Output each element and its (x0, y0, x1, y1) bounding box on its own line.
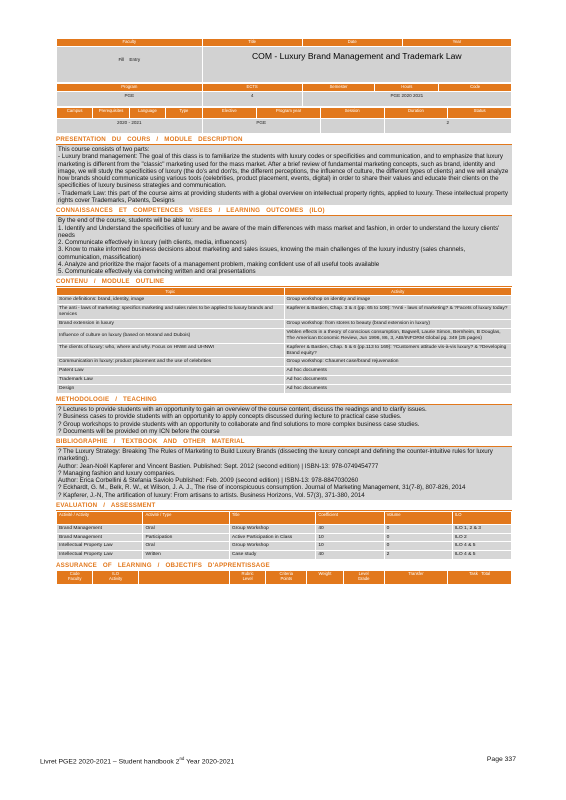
bibliography-line: Author: Erica Corbellini & Stefania Saviolo Published: Feb. 2009 (second edition) | ISBN-13: 978-8847030260 (58, 477, 359, 485)
presentation-text (56, 145, 512, 205)
outline-topic: Communication in luxury: product placement and the use of celebrities (57, 358, 285, 367)
info-header: Date (302, 39, 402, 47)
assurance-header-text: Level (358, 570, 369, 576)
outcome-line: 2. Communicate effectively in luxury (with clients, media, influencers) (58, 239, 247, 246)
eval-header: ILO (452, 512, 511, 525)
info-header: Faculty (57, 39, 203, 47)
eval-ilo: ILO 4 & 5 (452, 542, 511, 551)
eval-type: Oral (143, 542, 229, 551)
methodology-text (56, 405, 512, 436)
eval-coefficient: 10 (316, 542, 384, 551)
eval-type: Oral (143, 525, 229, 534)
info-header: Year (402, 39, 511, 47)
eval-header: Title (229, 512, 315, 525)
info-header: Elective (202, 108, 257, 119)
assurance-header: Transfer (384, 570, 448, 584)
eval-title: Group Workshop (229, 525, 315, 534)
outline-activity: Ad hoc documents (284, 376, 512, 385)
assurance-header (266, 570, 307, 584)
eval-type: Participation (143, 533, 229, 542)
bibliography-line: ? Eckhardt, G. M., Belk, R. W., et Wilson, J. A. J., The rise of inconspicuous consumption. Journal of Marketing Management, 31(7-8), 807-826, 2014 (58, 484, 466, 492)
assurance-header (93, 570, 139, 584)
eval-activity: Intellectual Property Law (57, 542, 143, 551)
outline-topic: Patent Law (57, 367, 285, 376)
learning-outcomes-text (56, 216, 512, 276)
course-info-table-3 (56, 107, 512, 134)
eval-title: Group Workshop (229, 542, 315, 551)
eval-coefficient: 40 (316, 525, 384, 534)
info-value: PGE (57, 92, 203, 107)
info-header: Duration (384, 108, 448, 119)
assurance-sub-text: Activity (109, 575, 123, 581)
assurance-header-text: Rubric (241, 570, 254, 576)
assurance-heading: ASSURANCE OF LEARNING / OBJECTIFS D'APPRENTISSAGE (56, 561, 270, 569)
course-info-table (56, 38, 512, 83)
eval-title: Case study (229, 550, 315, 559)
table-row (57, 343, 512, 358)
info-header: Language (129, 108, 165, 119)
eval-ilo: ILO 1, 2 & 3 (452, 525, 511, 534)
eval-volume: 0 (384, 525, 452, 534)
bibliography-text (56, 447, 512, 500)
table-row (57, 305, 512, 320)
info-value: Entry (129, 57, 141, 62)
outline-topic: Influence of culture on luxury (based on Morand and Dubois) (57, 328, 285, 343)
info-value: 2020 - 2021 (57, 119, 203, 134)
info-header: Prerequisites (93, 108, 129, 119)
bibliography-heading: BIBLIOGRAPHIE / TEXTBOOK AND OTHER MATERIAL (56, 438, 512, 447)
presentation-heading: PRESENTATION DU COURS / MODULE DESCRIPTION (56, 136, 512, 145)
assurance-header (138, 570, 229, 584)
info-header: ECTS (202, 84, 302, 92)
table-row (57, 358, 512, 367)
outline-topic: The clients of luxury: who, where and why. Focus on HNWI and UHNWI (57, 343, 285, 358)
assurance-header-text: ILO (112, 570, 120, 576)
info-header: Program year (257, 108, 321, 119)
outline-heading: CONTENU / MODULE OUTLINE (56, 278, 512, 287)
table-row (57, 385, 512, 394)
eval-header: Coefficient (316, 512, 384, 525)
outline-topic: Trademark Law (57, 376, 285, 385)
methodology-line: ? Lectures to provide students with an opportunity to gain an overview of the course content, discuss the readings and to clarify issues. (58, 406, 427, 414)
presentation-line: - Trademark Law: this part of the course aims at providing students with a global overview on intellectual property rights, applied to luxury. These intellectual property rights cover Trademarks, Patents, Designs (58, 189, 508, 204)
info-value: 2 (384, 119, 511, 134)
outline-activity: Ad hoc documents (284, 367, 512, 376)
eval-ilo: ILO 2 (452, 533, 511, 542)
table-row (57, 367, 512, 376)
outline-activity: Group workshop on identity and image (284, 296, 512, 305)
outline-activity: Group workshop: Chaumet case/brand rejuvenation (284, 358, 512, 367)
outline-activity: Veblen effects in a theory of conscious consumption, Bagwell, Laurie Simon, Bernheim, B Douglas, The American Economic Review, Jun 1996, 86, 3, ABI/INFORM Global pg. 349 (25 pages) (284, 328, 512, 343)
outcome-line: 4. Analyze and prioritize the major facets of a management problem, making confident use of all useful tools available (58, 260, 380, 268)
course-info-table-2 (56, 83, 512, 107)
info-header: Semester (302, 84, 375, 92)
table-row (57, 533, 512, 542)
methodology-line: ? Group workshops to provide students with an opportunity to collaborate and find solutions to more complex business case studies. (58, 420, 420, 428)
presentation-line: This course consists of two parts: (58, 146, 150, 154)
bibliography-line: Author: Jean-Noël Kapferer and Vincent Bastien. Published: Sept. 2012 (second edition) | ISBN-13: 978-0749454777 (58, 462, 379, 470)
assurance-header-text: Total (481, 570, 491, 576)
assurance-sub-text: Grade (357, 575, 370, 581)
course-title: COM - Luxury Brand Management and Trademark Law (202, 47, 511, 83)
eval-activity: Brand Management (57, 525, 143, 534)
eval-coefficient: 10 (316, 533, 384, 542)
info-header: Program (57, 84, 203, 92)
info-value (320, 119, 384, 134)
bibliography-line: ? The Luxury Strategy: Breaking The Rules of Marketing to Build Luxury Brands (dissecting the luxury concept and defining the counter-intuitive rules for luxury marketing). (58, 448, 493, 463)
outline-activity: Group workshop: from stores to beauty (brand extension in luxury) (284, 320, 512, 329)
assurance-sub-text: Level (242, 575, 253, 581)
table-row (57, 376, 512, 385)
info-value: Fill (118, 57, 125, 62)
assurance-header-text: Code (69, 570, 80, 576)
methodology-heading: METHODOLOGIE / TEACHING (56, 396, 512, 405)
outline-topic: The anti - laws of marketing: specifics marketing and sales rules to be applied to luxury brands and services (57, 305, 285, 320)
info-header: Status (448, 108, 512, 119)
course-sheet (56, 38, 512, 585)
table-row (57, 550, 512, 559)
table-row (57, 320, 512, 329)
footer-ordinal: nd (179, 756, 185, 761)
info-header: Code (439, 84, 512, 92)
methodology-line: ? Documents will be provided on my ICN before the course (58, 427, 220, 435)
eval-header: Activité / Type (143, 512, 229, 525)
info-value: PGE (202, 119, 320, 134)
eval-activity: Intellectual Property Law (57, 550, 143, 559)
info-header: Type (166, 108, 202, 119)
table-row (57, 542, 512, 551)
footer-handbook-year: Year 2020-2021 (184, 758, 235, 766)
info-header: Campus (57, 108, 93, 119)
outline-activity: Ad hoc documents (284, 385, 512, 394)
assurance-header (448, 570, 512, 584)
info-header: Title (202, 39, 302, 47)
methodology-line: ? Business cases to provide students with an opportunity to apply concepts discussed during lecture to practical case studies. (58, 413, 402, 421)
footer-handbook-label (40, 756, 234, 766)
bibliography-line: ? Managing fashion and luxury companies. (58, 469, 176, 477)
info-header: Session (320, 108, 384, 119)
table-row (57, 525, 512, 534)
assurance-header (229, 570, 265, 584)
table-row (57, 328, 512, 343)
eval-volume: 0 (384, 542, 452, 551)
eval-activity: Brand Management (57, 533, 143, 542)
table-row (57, 296, 512, 305)
outline-topic: Brand extension in luxury (57, 320, 285, 329)
outline-activity: Kapferer & Bastien, Chap. 5 & 6 (pp.113 to 169): ?Customers attitude vis-à-vis luxury? & ?Developing Brand equity? (284, 343, 512, 358)
outline-table (56, 287, 512, 394)
eval-coefficient: 40 (316, 550, 384, 559)
outline-topic: Some definitions: brand, identity, image (57, 296, 285, 305)
assurance-sub-text: Faculty (67, 575, 82, 581)
assurance-header (343, 570, 384, 584)
page-footer (40, 756, 516, 766)
eval-volume: 2 (384, 550, 452, 559)
bibliography-line: ? Kapferer, J.-N, The artification of luxury: From artisans to artists. Business Horizons, Vol. 57(3), 371-380, 2014 (58, 491, 365, 499)
eval-volume: 0 (384, 533, 452, 542)
outline-header: Topic (57, 288, 285, 296)
outcome-line: 3. Know to make informed business decisions about marketing and sales issues, knowing the main challenges of the luxury industry (sales channels, communication, massification) (58, 246, 466, 261)
presentation-line: - Luxury brand management: The goal of this class is to familiarize the students with luxury codes or specificities and communication, and to emphasize that luxury marketing is different from the "classic" marketing used for the mass market. After a brief review of fundamental marketing concepts, such as brand, identity and image, we will study the specificities of luxury (the do's and don'ts, the different perceptions, the influence of culture, the different types of clients) and we will analyze how brands should communicate using various tools (celebrities, product placement, events, digital) in order to share their values and educate their clients on the specificities of luxury business strategies and communication. (58, 153, 509, 190)
outcome-line: 1. Identify and Understand the specificities of luxury and be aware of the main differences with mass market and fashion, in order to understand the luxury clients' needs (58, 224, 500, 239)
eval-type: Written (143, 550, 229, 559)
info-header: Hours (375, 84, 439, 92)
outline-activity: Kapferer & Bastien, Chap. 3 & 4 (pp. 65 to 109): ?Anti - laws of marketing? & ?Facets of luxury today? (284, 305, 512, 320)
eval-title: Active Participation in Class (229, 533, 315, 542)
assurance-header-text: Task (469, 570, 478, 576)
eval-ilo: ILO 4 & 5 (452, 550, 511, 559)
learning-outcomes-heading: CONNAISSANCES ET COMPETENCES VISEES / LEARNING OUTCOMES (ILO) (56, 207, 512, 216)
footer-handbook-text: Livret PGE2 2020-2021 – Student handbook 2 (40, 758, 180, 766)
assurance-header (57, 570, 93, 584)
assurance-table (56, 570, 512, 585)
outcome-line: 5. Communicate effectively via convincing written and oral presentations (58, 268, 256, 275)
eval-header: Volume (384, 512, 452, 525)
page-number: Page 337 (486, 756, 516, 763)
eval-header: Activité / Activity (57, 512, 143, 525)
outline-header: Activity (284, 288, 512, 296)
assurance-sub-text: Points (280, 575, 293, 581)
outline-topic: Design (57, 385, 285, 394)
info-value: PGE 2020 2021 (302, 92, 511, 107)
assurance-header-text: Criteria (279, 570, 294, 576)
evaluation-heading: EVALUATION / ASSESSMENT (56, 502, 512, 511)
assurance-header: Weight (307, 570, 343, 584)
outcome-line: By the end of the course, students will be able to: (58, 217, 193, 225)
evaluation-table (56, 511, 512, 560)
info-value: 4 (202, 92, 302, 107)
